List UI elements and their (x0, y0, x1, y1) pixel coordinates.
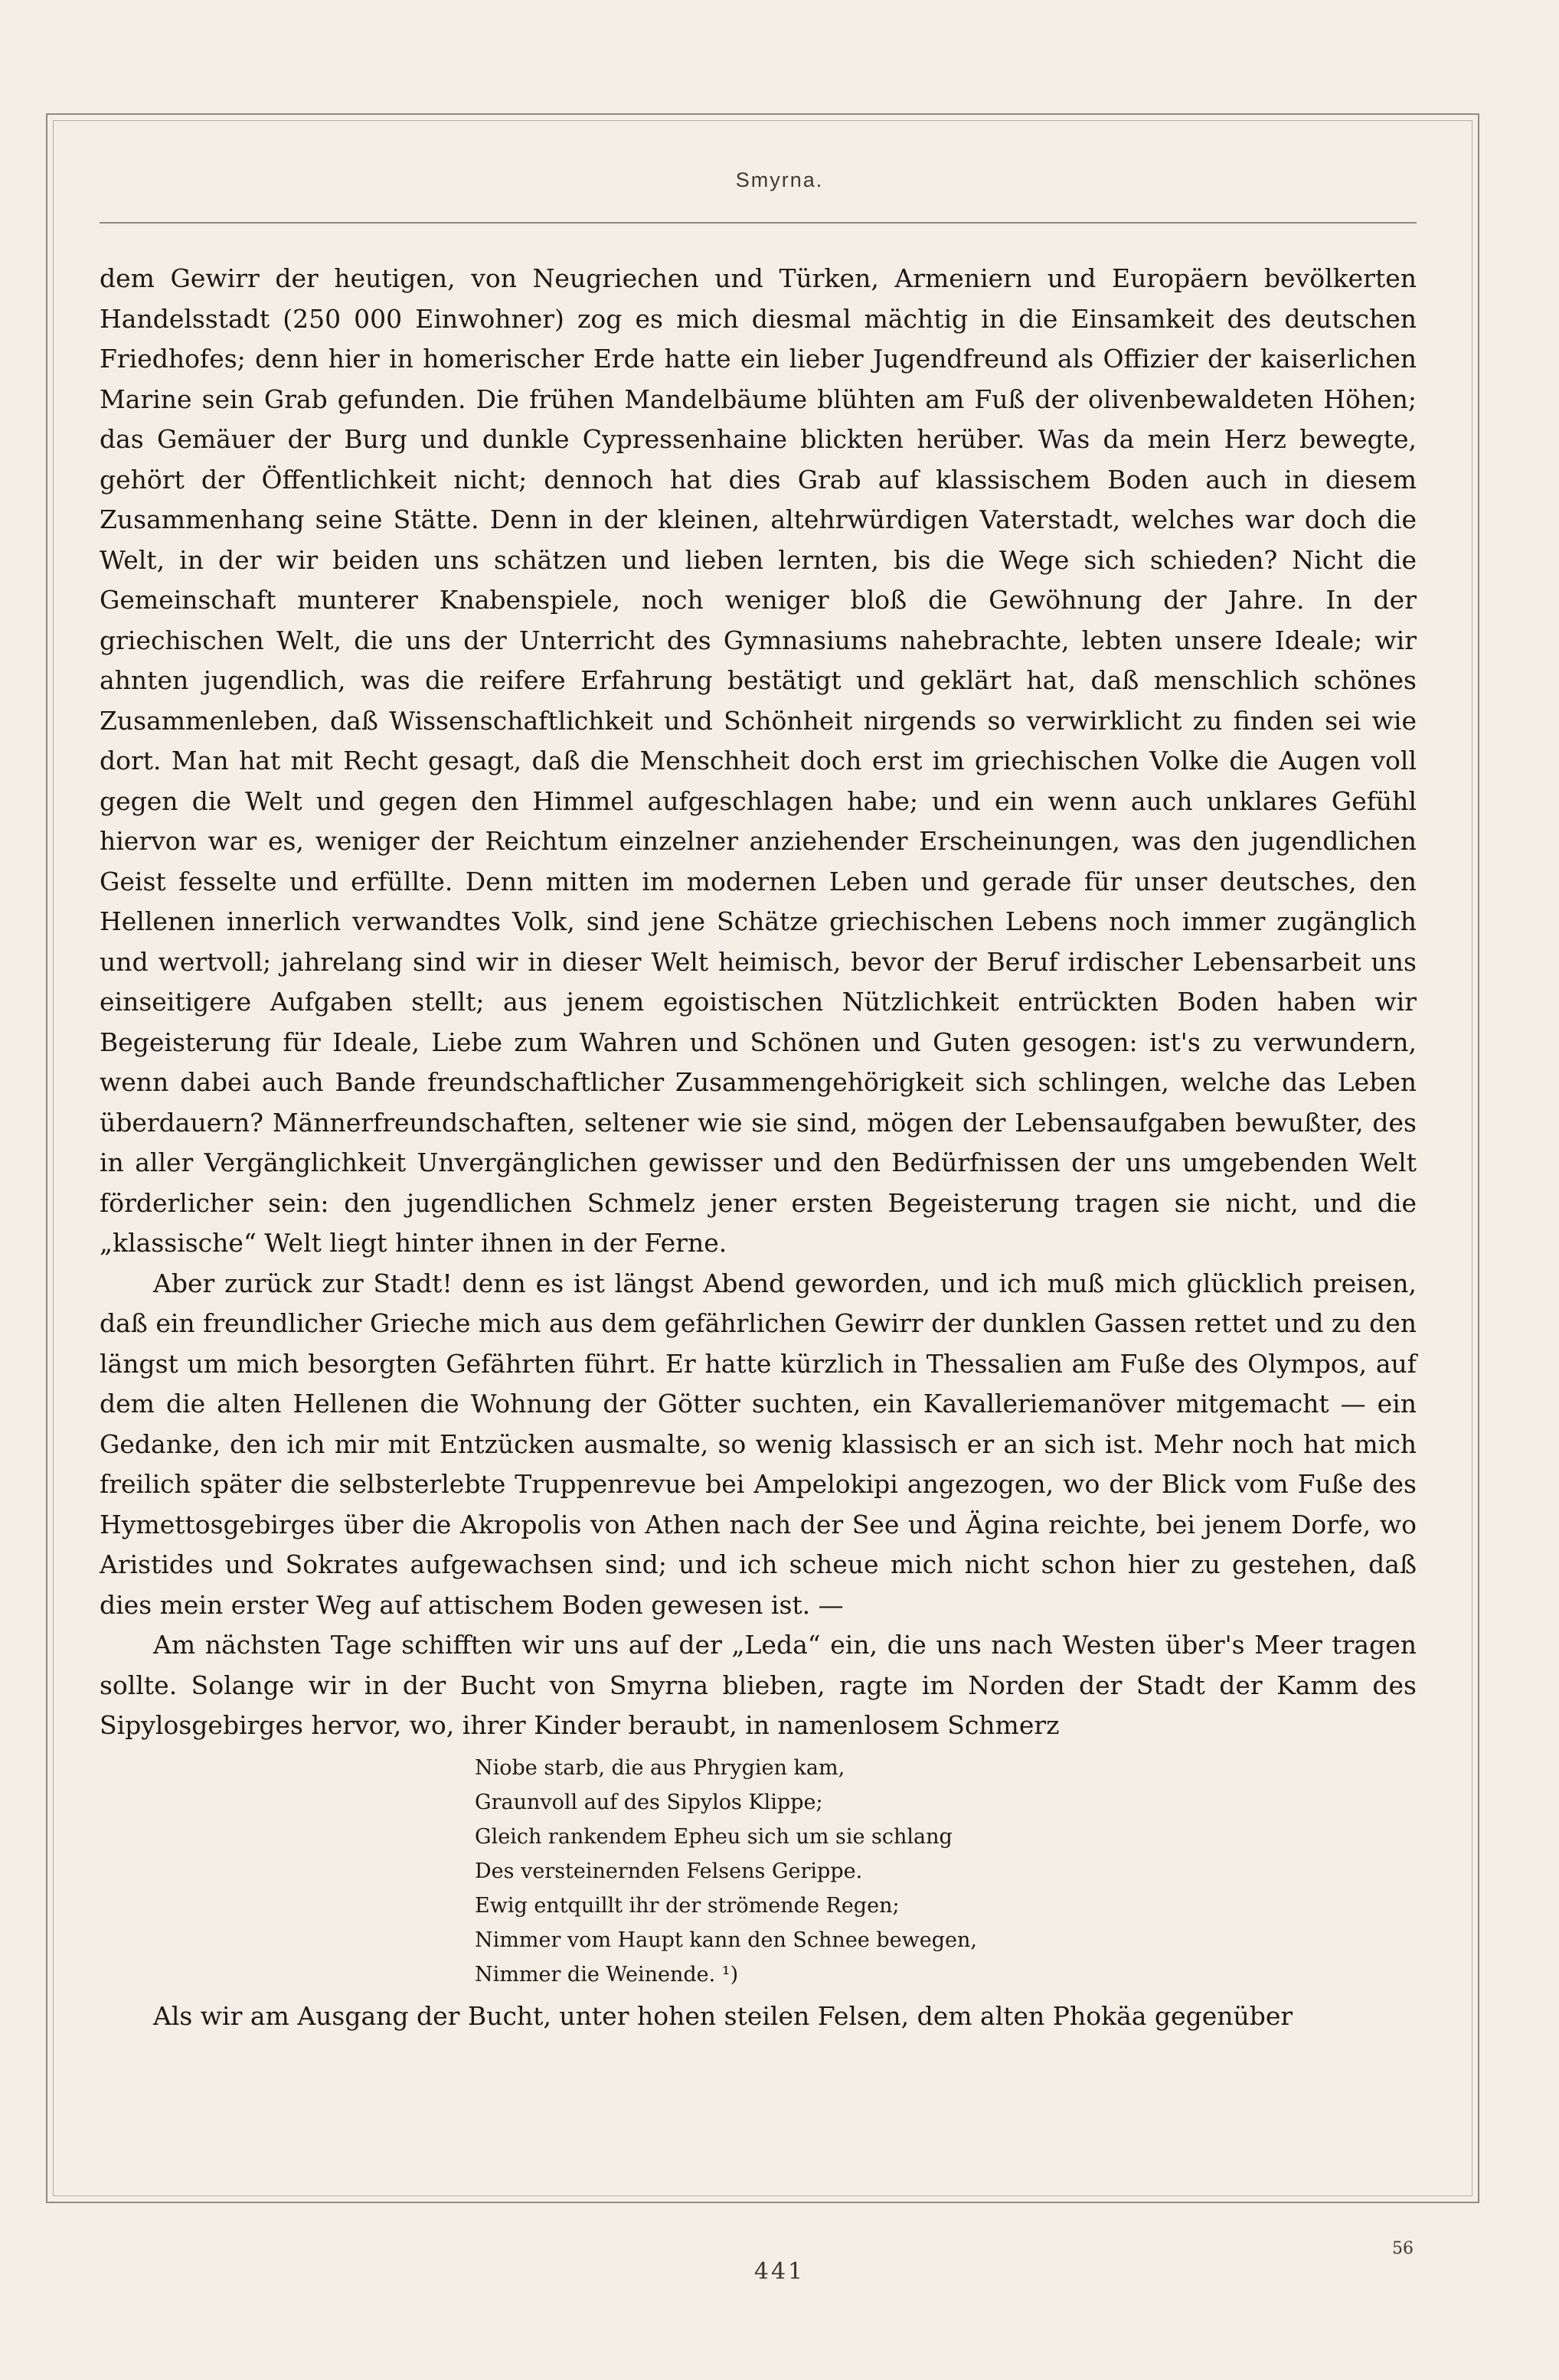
paragraph-2: Aber zurück zur Stadt! denn es ist längst Abend geworden, und ich muß mich glücklich preisen, daß ein freundlicher Grieche mich aus dem gefährlichen Gewirr der dunklen Gassen rettet und zu den längst um mich besorgten Gefährten führt. Er hatte kürzlich in Thessalien am Fuße des Olympos, auf dem die alten Hellenen die Wohnung der Götter suchten, ein Kavalleriemanöver mitgemacht — ein Gedanke, den ich mir mit Entzücken ausmalte, so wenig klassisch er an sich ist. Mehr noch hat mich freilich später die selbsterlebte Truppenrevue bei Ampelokipi angezogen, wo der Blick vom Fuße des Hymettosgebirges über die Akropolis von Athen nach der See und Ägina reichte, bei jenem Dorfe, wo Aristides und Sokrates aufgewachsen sind; und ich scheue mich nicht schon hier zu gestehen, daß dies mein erster Weg auf attischem Boden gewesen ist. — (100, 1268, 1417, 1620)
verse-line: Ewig entquillt ihr der strömende Regen; (475, 1893, 900, 1918)
closing-line: Als wir am Ausgang der Bucht, unter hohen steilen Felsen, dem alten Phokäa gegenüber (153, 2000, 1293, 2031)
page-number: 441 (753, 2258, 806, 2285)
verse-line: Des versteinernden Felsens Gerippe. (475, 1859, 863, 1883)
paragraph-1: dem Gewirr der heutigen, von Neugriechen und Türken, Armeniern und Europäern bevölkerten Handelsstadt (250 000 Einwohner) zog es mich diesmal mächtig in die Einsamkeit des deutschen Friedhofes; denn hier in homerischer Erde hatte ein lieber Jugendfreund als Offizier der kaiserlichen Marine sein Grab gefunden. Die frühen Mandelbäume blühten am Fuß der olivenbewaldeten Höhen; das Gemäuer der Burg und dunkle Cypressenhaine blickten herüber. Was da mein Herz bewegte, gehört der Öffentlichkeit nicht; dennoch hat dies Grab auf klassischem Boden auch in diesem Zusammenhang seine Stätte. Denn in der kleinen, altehrwürdigen Vaterstadt, welches war doch die Welt, in der wir beiden uns schätzen und lieben lernten, bis die Wege sich schieden? Nicht die Gemeinschaft munterer Knabenspiele, noch weniger bloß die Gewöhnung der Jahre. In der griechischen Welt, die uns der Unterricht des Gymnasiums nahebrachte, lebten unsere Ideale; wir ahnten jugendlich, was die reifere Erfahrung bestätigt und geklärt hat, daß menschlich schönes Zusammenleben, daß Wissenschaftlichkeit und Schönheit nirgends so verwirklicht zu finden sei wie dort. Man hat mit Recht gesagt, daß die Menschheit doch erst im griechischen Volke die Augen voll gegen die Welt und gegen den Himmel aufgeschlagen habe; und ein wenn auch unklares Gefühl hiervon war es, weniger der Reichtum einzelner anziehender Erscheinungen, was den jugendlichen Geist fesselte und erfüllte. Denn mitten im modernen Leben und gerade für unser deutsches, den Hellenen innerlich verwandtes Volk, sind jene Schätze griechischen Lebens noch immer zugänglich und wertvoll; jahrelang sind wir in dieser Welt heimisch, bevor der Beruf irdischer Lebensarbeit uns einseitigere Aufgaben stellt; aus jenem egoistischen Nützlichkeit entrückten Boden haben wir Begeisterung für Ideale, Liebe zum Wahren und Schönen und Guten gesogen: ist's zu verwundern, wenn dabei auch Bande freundschaftlicher Zusammengehörigkeit sich schlingen, welche das Leben überdauern? Männerfreundschaften, seltener wie sie sind, mögen der Lebensaufgaben bewußter, des in aller Vergänglichkeit Unvergänglichen gewisser und den Bedürfnissen der uns umgebenden Welt förderlicher sein: den jugendlichen Schmelz jener ersten Begeisterung tragen sie nicht, und die „klassische“ Welt liegt hinter ihnen in der Ferne. (100, 263, 1417, 1258)
verse-line: Niobe starb, die aus Phrygien kam, (475, 1755, 845, 1780)
verse-line: Graunvoll auf des Sipylos Klippe; (475, 1790, 823, 1814)
body-text (100, 259, 1417, 2036)
verse-line: Nimmer die Weinende. ¹) (475, 1962, 739, 1987)
header-rule (100, 222, 1417, 224)
signature-mark: 56 (1392, 2239, 1414, 2258)
verse-quote (475, 1751, 1417, 1992)
verse-line: Nimmer vom Haupt kann den Schnee bewegen, (475, 1928, 977, 1952)
running-head: Smyrna. (735, 168, 824, 191)
verse-line: Gleich rankendem Epheu sich um sie schlang (475, 1824, 953, 1849)
paragraph-3: Am nächsten Tage schifften wir uns auf der „Leda“ ein, die uns nach Westen über's Meer tragen sollte. Solange wir in der Bucht von Smyrna blieben, ragte im Norden der Stadt der Kamm des Sipylosgebirges hervor, wo, ihrer Kinder beraubt, in namenlosem Schmerz (100, 1630, 1417, 1740)
